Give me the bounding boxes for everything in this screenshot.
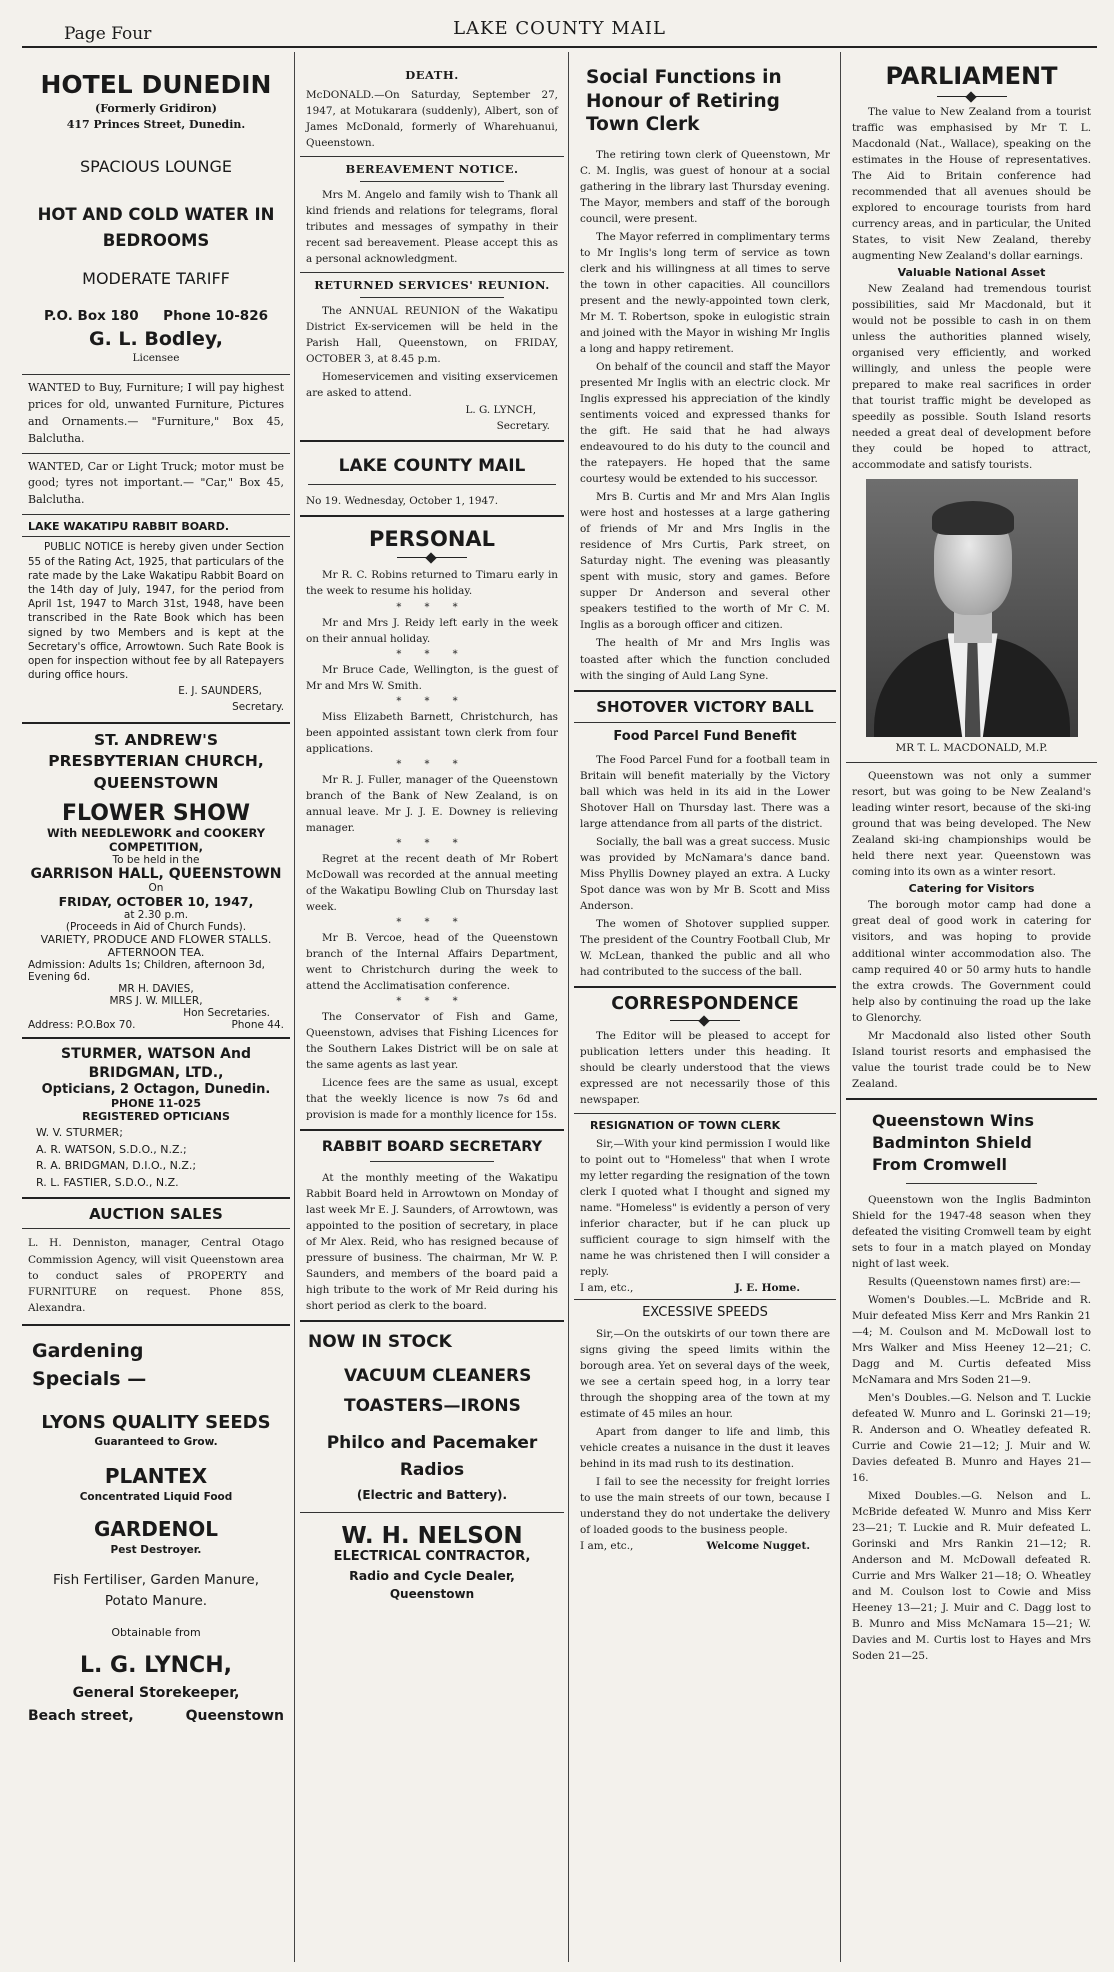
personal-item: Mr and Mrs J. Reidy left early in the week on their annual holiday.	[306, 616, 558, 645]
speeds-para: Apart from danger to life and limb, this vehicle creates a nuisance in the dust it leaves behind in its mad rush to its destination.	[580, 1426, 830, 1471]
badminton-para: Results (Queenstown names first) are:—	[868, 1275, 1081, 1288]
social-para: The Mayor referred in complimentary terms to Mr Inglis's long term of service as town clerk and his willingness at all times to serve the town in other capacities. All councillors present and the newly-appointed town clerk, Mr M. T. Robertson, spoke in eulogistic strain and joined with the Mayor in wishing Mr Inglis a long and happy retirement.	[580, 231, 830, 356]
personal-title: PERSONAL	[368, 527, 496, 552]
reunion-sig: L. G. LYNCH,	[465, 404, 536, 417]
hotel-formerly: (Formerly Gridiron)	[95, 102, 217, 115]
flower-show-variety: VARIETY, PRODUCE AND FLOWER STALLS.	[40, 932, 272, 946]
reunion-body: The ANNUAL REUNION of the Wakatipu District Ex-servicemen will be held in the Parish Hall, Queenstown, on FRIDAY, OCTOBER 3, at 8.45 p.m.	[306, 305, 558, 366]
plantex-sub: Concentrated Liquid Food	[79, 1491, 233, 1504]
ball-para: Socially, the ball was a great success. Music was provided by McNamara's dance band. Miss Phyllis Downey played an extra. A Lucky Spot dance was won by Mr B. Scott and Miss Anderson.	[580, 835, 830, 912]
wanted-furniture: WANTED to Buy, Furniture; I will pay highest prices for old, unwanted Furniture, Pictures and Ornaments.— "Furniture," Box 45, Balclutha.	[28, 380, 284, 445]
auction-body: L. H. Denniston, manager, Central Otago Commission Agency, will visit Queenstown area to conduct sales of PROPERTY and FURNITURE on request. Phone 85S, Alexandra.	[28, 1237, 284, 1315]
flower-show-hall: GARRISON HALL, QUEENSTOWN	[30, 865, 282, 882]
ball-title: SHOTOVER VICTORY BALL	[596, 697, 814, 716]
speeds-sig: Welcome Nugget.	[706, 1540, 810, 1553]
parliament-para: Queenstown was not only a summer resort, but was going to be New Zealand's leading winter resort, because of the ski-ing ground that was being developed. The New Zealand ski-ing championships would be held there next year. Queenstown was coming into its own as a winter resort.	[852, 770, 1091, 879]
lcm-title: LAKE COUNTY MAIL	[338, 456, 526, 477]
gardenol-sub: Pest Destroyer.	[110, 1544, 202, 1557]
rabbit-notice-role: Secretary.	[232, 700, 284, 713]
parliament-para: Mr Macdonald also listed other South Island tourist resorts and emphasised the value the tourist trade could be to New Zealand.	[852, 1029, 1091, 1090]
social-para: The retiring town clerk of Queenstown, Mr C. M. Inglis, was guest of honour at a social gathering in the library last Thursday evening. The Mayor, members and staff of the borough council, were present.	[580, 149, 830, 226]
stock-vacuum: VACUUM CLEANERS	[344, 1366, 532, 1387]
rabbit-notice-body: PUBLIC NOTICE is hereby given under Section 55 of the Rating Act, 1925, that particulars of the rate made by the Lake Wakatipu Rabbit Board on the 14th day of July, 1947, for the period from April 1st, 1947 to March 31st, 1948, have been transcribed in the Rate Book which has been signed by two Members and is kept at the Secretary's office, Arrowtown. Such Rate Book is open for inspection without fee by all Ratepayers during office hours.	[28, 541, 284, 682]
badminton-para: Queenstown won the Inglis Badminton Shield for the 1947-48 season when they defeated the visiting Cromwell team by eight sets to four in a match played on Monday night of last week.	[852, 1193, 1091, 1270]
hotel-address: 417 Princes Street, Dunedin.	[66, 118, 246, 131]
gardening-specials: Specials —	[32, 1368, 147, 1391]
personal-item: Miss Elizabeth Barnett, Christchurch, has been appointed assistant town clerk from four applications.	[306, 710, 558, 755]
flower-show-with: With NEEDLEWORK and COOKERY COMPETITION,	[46, 825, 266, 854]
column-3	[574, 54, 836, 1959]
resign-close: I am, etc.,	[580, 1281, 634, 1294]
rabbit-sec-title: RABBIT BOARD SECRETARY	[321, 1138, 543, 1155]
hotel-lounge: SPACIOUS LOUNGE	[79, 157, 232, 176]
flower-show-tea: AFTERNOON TEA.	[107, 945, 205, 959]
paper-title: LAKE COUNTY MAIL	[453, 18, 666, 39]
plantex: PLANTEX	[104, 1464, 208, 1489]
newspaper-page	[22, 12, 1097, 1962]
hotel-box: P.O. Box 180	[44, 307, 139, 324]
personal-item: Mr Bruce Cade, Wellington, is the guest of Mr and Mrs W. Smith.	[306, 663, 558, 692]
rabbit-sec-body: At the monthly meeting of the Wakatipu Rabbit Board held in Arrowtown on Monday of last week Mr E. J. Saunders, of Arrowtown, was appointed to the position of secretary, in place of Mr Alex. Reid, who has resigned because of pressure of business. The chairman, Mr W. P. Saunders, and members of the board paid a high tribute to the work of Mr Reid during his short period as clerk to the board.	[306, 1171, 558, 1313]
nelson-trade: ELECTRICAL CONTRACTOR,	[333, 1549, 531, 1565]
badminton-title: Queenstown Wins Badminton Shield From Cromwell	[872, 1110, 1035, 1175]
speeds-close: I am, etc.,	[580, 1540, 634, 1553]
hotel-licensee: G. L. Bodley,	[88, 327, 224, 350]
nelson-dealer: Radio and Cycle Dealer,	[349, 1568, 515, 1584]
gardenol: GARDENOL	[93, 1517, 219, 1542]
lcm-issue: No 19. Wednesday, October 1, 1947.	[306, 495, 499, 508]
hotel-water: HOT AND COLD WATER IN BEDROOMS	[37, 205, 275, 251]
parliament-sub2: Catering for Visitors	[908, 882, 1035, 896]
gardening-ad	[22, 1340, 290, 1724]
column-2: DEATH. McDONALD.—On Saturday, September 27, 1947, at Motukarara (suddenly), Albert, son of James McDonald, formerly of Wharehuanui, Queenstown. BEREAVEMENT NOTICE. Mrs M. Angelo and family wish to Thank all kind friends and relations for telegrams, floral tributes and messages of sympathy in their recent sad bereavement. Please accept this as a personal acknowledgment. RETURNED SERVICES' REUNION. The ANNUAL REUNION of the Wakatipu District Ex-servicemen will be held in the Parish Hall, Queenstown, on FRIDAY, OCTOBER 3, at 8.45 p.m. Homeservicemen and visiting exservicemen are asked to attend. L. G. LYNCH, Secretary. LAKE COUNTY MAIL No 19. Wednesday, October 1, 1947. PERSONAL Mr R. C. Robins returned to Timaru early in the week to resume his holiday. * * * Mr and Mrs J. Reidy left early in the week on their annual holiday. * * * Mr Bruce Cade, Wellington, is the guest of Mr and Mrs W. Smith. * * * Miss Elizabeth Barnett, Christchurch, has been appointed assistant town clerk from four applications. * * * Mr R. J. Fuller, manager of the Queenstown branch of the Bank of New Zealand, is on annual leave. Mr J. J. E. Downey is relieving manager. * * * Regret at the recent death of Mr Robert McDowall was recorded at the annual meeting of the Wakatipu Bowling Club on Thursday last week. * * * Mr B. Vercoe, head of the Queenstown branch of the Internal Affairs Department, went to Christchurch during the week to attend the Acclimatisation conference. * * * The Conservator of Fish and Game, Queenstown, advises that Fishing Licences for the Southern Lakes District will be on sale at the same agents as last year. Licence fees are the same as usual, except that the weekly licence is now 7s 6d and provision is made for a monthly licence for 15s. RABBIT BOARD SECRETARY At the monthly meeting of the Wakatipu Rabbit Board held in Arrowtown on Monday of last week Mr E. J. Saunders, of Arrowtown, was appointed to the position of secretary, in place of Mr Alex. Reid, who has resigned because of pressure of business. The chairman, Mr W. P. Saunders, and members of the board paid a high tribute to the work of Mr Reid during his short period as clerk to the board. NOW IN STOCK VACUUM CLEANERS TOASTERS—IRONS Philco and Pacemaker Radios (Electric and Battery). W. H. NELSON ELECTRICAL CONTRACTOR, Radio and Cycle Dealer, Queenstown	[300, 54, 564, 1959]
resign-sig: J. E. Home.	[734, 1281, 800, 1294]
optician-name: R. A. BRIDGMAN, D.I.O., N.Z.;	[36, 1159, 197, 1173]
hotel-phone: Phone 10-826	[163, 307, 268, 324]
lynch-town: Queenstown	[185, 1708, 284, 1725]
flower-show-proceeds: (Proceeds in Aid of Church Funds).	[65, 920, 247, 933]
hotel-licensee-label: Licensee	[132, 351, 180, 364]
ball-para: The women of Shotover supplied supper. The president of the Country Football Club, Mr W. McLean, thanked the public and all who had contributed to the success of the ball.	[580, 917, 830, 978]
corr-intro: The Editor will be pleased to accept for publication letters under this heading. It should be clearly understood that the views expressed are not necessarily those of this newspaper.	[580, 1029, 830, 1106]
bereavement-title: BEREAVEMENT NOTICE.	[345, 162, 519, 177]
social-title: Social Functions in Honour of Retiring Town Clerk	[586, 67, 782, 136]
rabbit-notice-sig: E. J. SAUNDERS,	[178, 685, 262, 698]
reunion-role: Secretary.	[496, 419, 550, 432]
death-body: McDONALD.—On Saturday, September 27, 1947, at Motukarara (suddenly), Albert, son of James McDonald, formerly of Wharehuanui, Queenstown.	[306, 89, 558, 150]
wanted-car: WANTED, Car or Light Truck; motor must be good; tyres not important.— "Car," Box 45, Balclutha.	[28, 459, 284, 507]
stock-battery: (Electric and Battery).	[356, 1488, 508, 1503]
flower-show-held: To be held in the	[112, 853, 200, 866]
nelson-name: W. H. NELSON	[341, 1523, 523, 1550]
personal-item: Licence fees are the same as usual, except that the weekly licence is now 7s 6d and provision is made for a monthly licence for 15s.	[306, 1076, 558, 1121]
opticians-address: Opticians, 2 Octagon, Dunedin.	[41, 1082, 271, 1098]
lyons-seeds: LYONS QUALITY SEEDS	[41, 1412, 271, 1434]
masthead	[22, 12, 1097, 48]
obtainable-from: Obtainable from	[111, 1626, 201, 1640]
parliament-para: The borough motor camp had done a great deal of good work in catering for visitors, and was hoping to provide additional winter accommodation also. The camp required 40 or 50 army huts to handle the extra crowds. The Government could help also by continuing the road up the lake to Glenorchy.	[852, 899, 1091, 1024]
fertiliser: Fish Fertiliser, Garden Manure, Potato Manure.	[53, 1572, 259, 1610]
personal-item: Mr R. J. Fuller, manager of the Queenstown branch of the Bank of New Zealand, is on annual leave. Mr J. J. E. Downey is relieving manager.	[306, 773, 558, 834]
speeds-para: I fail to see the necessity for freight lorries to use the main streets of our town, because I understand they do not undertake the delivery of loaded goods to the business people.	[580, 1476, 830, 1537]
stock-title: NOW IN STOCK	[308, 1332, 452, 1353]
flower-show-phone: Phone 44.	[231, 1018, 284, 1031]
lynch-store: General Storekeeper,	[72, 1685, 240, 1702]
column-1	[22, 54, 290, 1959]
optician-name: A. R. WATSON, S.D.O., N.Z.;	[36, 1142, 187, 1156]
flower-show-sec1: MR H. DAVIES,	[118, 982, 194, 995]
social-para: The health of Mr and Mrs Inglis was toasted after which the function concluded with the singing of Auld Lang Syne.	[580, 637, 830, 682]
flower-show-secs: Hon Secretaries.	[183, 1006, 270, 1019]
page-number: Page Four	[64, 24, 152, 44]
badminton-para: Women's Doubles.—L. McBride and R. Muir defeated Miss Kerr and Mrs Rankin 21—4; M. Coulson and M. McDowall lost to Mrs Walker and Miss Heeney 12—21; C. Dagg and M. Curtis defeated Miss McNamara and Mrs Soden 21—9.	[852, 1293, 1091, 1386]
ball-para: The Food Parcel Fund for a football team in Britain will benefit materially by the Victory ball which was held in its aid in the Lower Shotover Hall on Thursday last. There was a large attendance from all parts of the district.	[580, 753, 830, 830]
speeds-para: Sir,—On the outskirts of our town there are signs giving the speed limits within the borough area. Yet on several days of the week, we see a certain speed hog, in a lorry tear through the shopping area of the town at my estimate of 45 miles an hour.	[580, 1327, 830, 1421]
bereavement-body: Mrs M. Angelo and family wish to Thank all kind friends and relations for telegrams, floral tributes and messages of sympathy in their recent sad bereavement. Please accept this as a personal acknowledgment.	[306, 189, 558, 266]
hotel-dunedin-ad	[22, 70, 290, 364]
parliament-para: The value to New Zealand from a tourist traffic was emphasised by Mr T. L. Macdonald (Nat., Wallace), speaking on the estimates in the House of representatives. The Aid to Britain conference had recommended that all avenues should be explored to encourage tourists from hard currency areas, and in particular, the United States, to visit New Zealand, thereby augmenting New Zealand's dollar earnings.	[852, 106, 1091, 263]
stock-toasters: TOASTERS—IRONS	[344, 1396, 521, 1417]
personal-item: The Conservator of Fish and Game, Queenstown, advises that Fishing Licences for the Southern Lakes District will be on sale at the same agents as last year.	[306, 1010, 558, 1071]
social-para: Mrs B. Curtis and Mr and Mrs Alan Inglis were host and hostesses at a large gathering of friends of Mr and Mrs Inglis in the residence of Mrs Curtis, Park street, on Saturday night. The evening was pleasantly spent with music, story and games. Before supper Dr Anderson and several other speakers testified to the worth of Mr C. M. Inglis as a borough officer and citizen.	[580, 491, 830, 632]
parliament-title: PARLIAMENT	[885, 62, 1058, 90]
reunion-title: RETURNED SERVICES' REUNION.	[314, 278, 550, 293]
flower-show-title: FLOWER SHOW	[61, 800, 251, 826]
ball-subtitle: Food Parcel Fund Benefit	[613, 728, 797, 744]
opticians-phone: PHONE 11-025	[110, 1097, 201, 1111]
macdonald-portrait	[866, 479, 1078, 737]
resign-body: Sir,—With your kind permission I would like to point out to "Homeless" that when I wrote my letter regarding the resignation of the town clerk I quoted what I thought and signed my name. "Homeless" is evidently a person of very inferior character, but if he can pluck up sufficient courage to sign himself with the name he was christened then I will consider a reply.	[580, 1137, 830, 1278]
lyons-sub: Guaranteed to Grow.	[94, 1436, 218, 1449]
parliament-sub1: Valuable National Asset	[897, 266, 1046, 280]
stock-radios: Philco and Pacemaker Radios	[326, 1433, 538, 1481]
death-title: DEATH.	[405, 68, 459, 82]
opticians-ad	[22, 1045, 290, 1192]
flower-show-admission: Admission: Adults 1s; Children, afternoon 3d, Evening 6d.	[28, 958, 266, 983]
personal-item: Mr B. Vercoe, head of the Queenstown branch of the Internal Affairs Department, went to Christchurch during the week to attend the Acclimatisation conference.	[306, 931, 558, 992]
optician-name: R. L. FASTIER, S.D.O., N.Z.	[36, 1175, 179, 1189]
auction-title: AUCTION SALES	[89, 1205, 223, 1224]
nelson-ad	[300, 1332, 564, 1601]
hotel-name: HOTEL DUNEDIN	[40, 70, 272, 99]
opticians-registered: REGISTERED OPTICIANS	[82, 1110, 230, 1124]
optician-name: W. V. STURMER;	[36, 1126, 123, 1140]
flower-show-on: On	[148, 881, 164, 894]
portrait-caption: MR T. L. MACDONALD, M.P.	[895, 742, 1048, 755]
rabbit-notice-title: LAKE WAKATIPU RABBIT BOARD.	[28, 520, 230, 534]
personal-item: Mr R. C. Robins returned to Timaru early in the week to resume his holiday.	[306, 569, 558, 598]
social-para: On behalf of the council and staff the Mayor presented Mr Inglis with an electric clock. Mr Inglis expressed his appreciation of the kindly sentiments voiced and expressed thanks for the gift. He said that he had always endeavoured to do his duty to the council and the ratepayers. He hoped that the same courtesy would be extended to his successor.	[580, 361, 830, 486]
flower-show-ad	[22, 730, 290, 1031]
flower-show-date: FRIDAY, OCTOBER 10, 1947,	[58, 893, 254, 909]
personal-item: Regret at the recent death of Mr Robert McDowall was recorded at the annual meeting of the Wakatipu Bowling Club on Thursday last week.	[306, 852, 558, 913]
hotel-tariff: MODERATE TARIFF	[82, 268, 230, 288]
lynch-name: L. G. LYNCH,	[80, 1653, 232, 1679]
reunion-body-2: Homeservicemen and visiting exservicemen are asked to attend.	[306, 371, 558, 400]
corr-title: CORRESPONDENCE	[611, 993, 799, 1014]
lynch-street: Beach street,	[28, 1708, 134, 1725]
flower-show-time: at 2.30 p.m.	[123, 908, 189, 921]
parliament-para: New Zealand had tremendous tourist possibilities, said Mr Macdonald, but it would not be possible to cash in on them unless the authorities planned wisely, organised very efficiently, and worked willingly, and unless the people were prepared to make real sacrifices in order that tourist traffic might be developed as speedily as possible. South Island resorts needed a great deal of development before they could be hoped to attract, accommodate and satisfy tourists.	[852, 283, 1091, 472]
column-4	[846, 54, 1097, 1959]
nelson-town: Queenstown	[389, 1587, 475, 1602]
badminton-para: Men's Doubles.—G. Nelson and T. Luckie defeated W. Munro and L. Gorinski 21—19; R. Anderson and O. Wheatley defeated R. Currie and Cowie 21—12; J. Muir and W. Davies defeated B. Munro and Hayes 21—16.	[852, 1392, 1091, 1485]
flower-show-sec2: MRS J. W. MILLER,	[109, 994, 203, 1007]
resign-title: RESIGNATION OF TOWN CLERK	[590, 1118, 781, 1132]
speeds-title: EXCESSIVE SPEEDS	[642, 1304, 768, 1320]
opticians-name: STURMER, WATSON And BRIDGMAN, LTD.,	[60, 1045, 252, 1081]
flower-show-address: Address: P.O.Box 70.	[28, 1018, 136, 1031]
badminton-para: Mixed Doubles.—G. Nelson and L. McBride defeated W. Munro and Miss Kerr 23—21; T. Luckie and R. Muir defeated L. Gorinski and Mrs Rankin 21—12; R. Anderson and M. McDowall defeated R. Currie and Mrs Walker 21—18; O. Wheatley and M. Coulson lost to Cowie and Miss Heeney 13—21; J. Muir and C. Dagg lost to B. Munro and Miss McNamara 15—21; W. Davies and M. Curtis lost to Hayes and Mrs Soden 21—25.	[852, 1490, 1091, 1663]
church-name: ST. ANDREW'S PRESBYTERIAN CHURCH, QUEENSTOWN	[48, 730, 264, 792]
gardening-title: Gardening	[32, 1340, 144, 1363]
